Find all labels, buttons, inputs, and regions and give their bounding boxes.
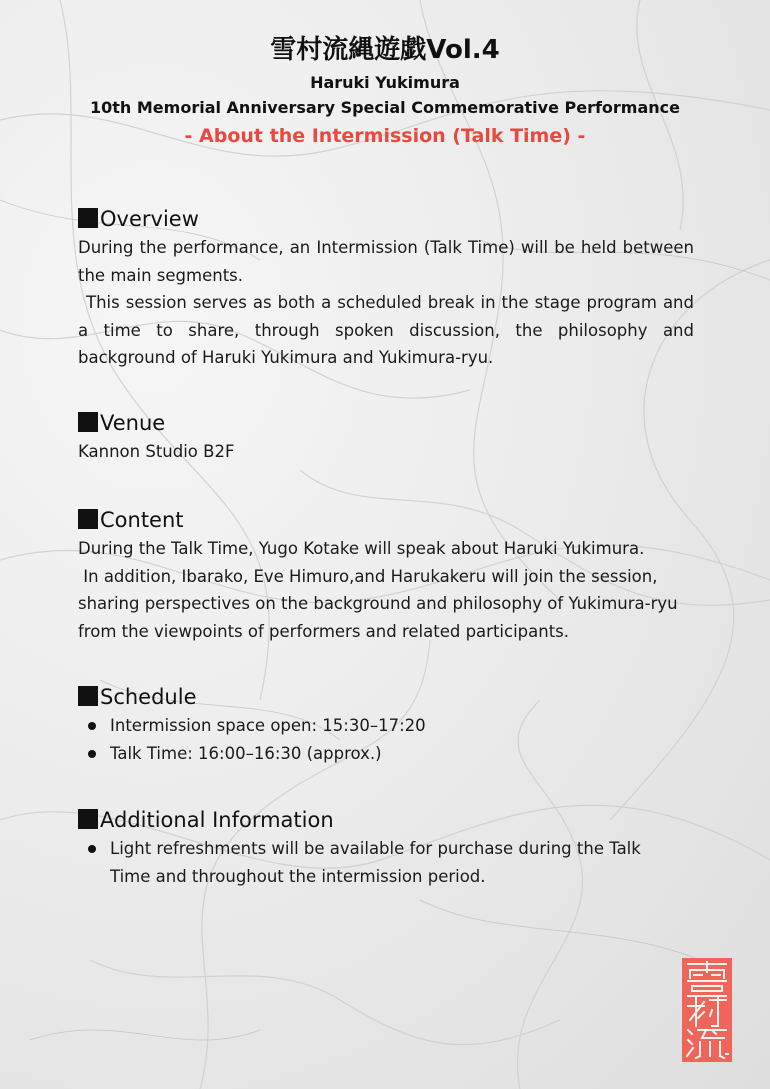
venue-section bbox=[78, 408, 694, 466]
event-title: 雪村流縄遊戯Vol.4 bbox=[270, 35, 500, 65]
venue-heading bbox=[78, 408, 694, 438]
section-title: - About the Intermission (Talk Time) - bbox=[184, 125, 586, 147]
square-bullet-icon bbox=[78, 686, 98, 706]
list-item: Intermission space open: 15:30–17:20 bbox=[78, 712, 694, 740]
additional-info-list bbox=[78, 835, 668, 890]
overview-section bbox=[78, 204, 694, 372]
square-bullet-icon bbox=[78, 412, 98, 432]
venue-heading-label: Venue bbox=[100, 411, 166, 435]
schedule-heading-label: Schedule bbox=[100, 685, 197, 709]
performer-name: Haruki Yukimura bbox=[310, 73, 460, 92]
overview-paragraph-1: During the performance, an Intermission (Talk Time) will be held between the main segments. bbox=[78, 238, 694, 285]
overview-heading-label: Overview bbox=[100, 207, 199, 231]
square-bullet-icon bbox=[78, 509, 98, 529]
list-item: Light refreshments will be available for purchase during the Talk Time and throughout the intermission period. bbox=[78, 835, 668, 890]
list-item: Talk Time: 16:00–16:30 (approx.) bbox=[78, 740, 694, 768]
content-section bbox=[78, 505, 694, 645]
overview-heading bbox=[78, 204, 694, 234]
schedule-section bbox=[78, 682, 694, 767]
additional-info-heading-label: Additional Information bbox=[100, 808, 334, 832]
content-heading-label: Content bbox=[100, 508, 184, 532]
event-subtitle: 10th Memorial Anniversary Special Commemorative Performance bbox=[90, 98, 680, 117]
additional-info-heading bbox=[78, 805, 694, 835]
square-bullet-icon bbox=[78, 809, 98, 829]
content-line-2: In addition, Ibarako, Eve Himuro,and Harukakeru will join the session, bbox=[78, 566, 658, 586]
square-bullet-icon bbox=[78, 208, 98, 228]
content-line-1: During the Talk Time, Yugo Kotake will speak about Haruki Yukimura. bbox=[78, 539, 645, 558]
venue-text: Kannon Studio B2F bbox=[78, 442, 235, 461]
content-heading bbox=[78, 505, 694, 535]
overview-paragraph-2: This session serves as both a scheduled break in the stage program and a time to share, through spoken discussion, the philosophy and background of Haruki Yukimura and Yukimura-ryu. bbox=[78, 293, 694, 367]
seal-stamp-icon bbox=[682, 958, 732, 1062]
header bbox=[0, 30, 770, 151]
schedule-list bbox=[78, 712, 694, 767]
additional-info-section bbox=[78, 805, 694, 890]
content-line-3: sharing perspectives on the background and philosophy of Yukimura-ryu bbox=[78, 594, 678, 613]
content-line-4: from the viewpoints of performers and related participants. bbox=[78, 621, 570, 641]
schedule-heading bbox=[78, 682, 694, 712]
